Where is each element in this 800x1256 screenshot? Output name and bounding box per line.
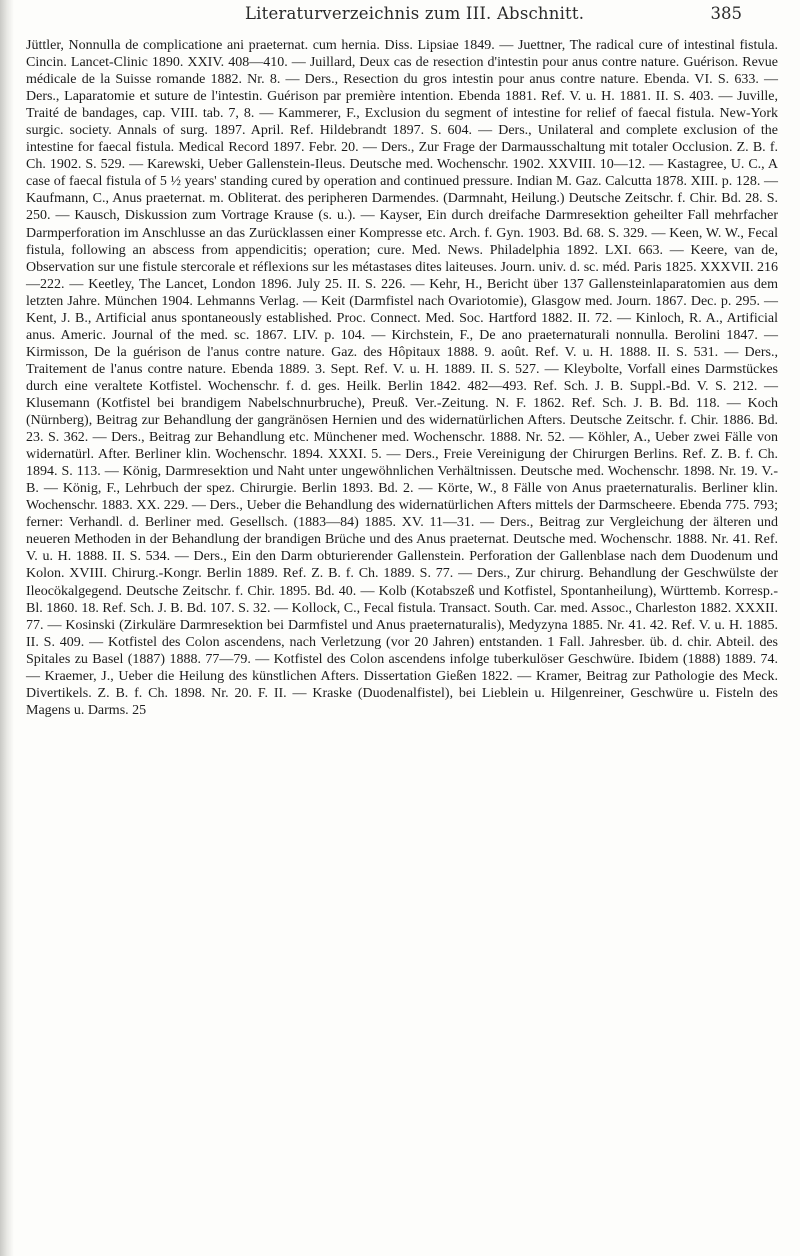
page-header xyxy=(0,2,760,32)
page-number: 385 xyxy=(710,4,742,23)
running-title: Literaturverzeichnis zum III. Abschnitt. xyxy=(245,4,585,23)
page-gutter-shadow xyxy=(0,0,14,1256)
bibliography-text: Jüttler, Nonnulla de complicatione ani praeternat. cum hernia. Diss. Lipsiae 1849. — Juettner, The radical cure of intestinal fistula. Cincin. Lancet-Clinic 1890. XXIV. 408—410. — Juillard, Deux cas de resection d'intestin pour anus contre nature. Guérison. Revue médicale de la Suisse romande 1882. Nr. 8. — Ders., Resection du gros intestin pour anus contre nature. Ebenda. VI. S. 633. — Ders., Laparatomie et suture de l'intestin. Guérison par première intention. Ebenda 1881. Ref. V. u. H. 1881. II. S. 403. — Juville, Traité de bandages, cap. VIII. tab. 7, 8. — Kammerer, F., Exclusion du segment of intestine for relief of faecal fistula. New-York surgic. society. Annals of surg. 1897. April. Ref. Hildebrandt 1897. S. 604. — Ders., Unilateral and complete exclusion of the intestine for faecal fistula. Medical Record 1897. Febr. 20. — Ders., Zur Frage der Darmausschaltung mit totaler Occlusion. Z. B. f. Ch. 1902. S. 529. — Karewski, Ueber Gallenstein-Ileus. Deutsche med. Wochenschr. 1902. XXVIII. 10—12. — Kastagree, U. C., A case of faecal fistula of 5 ½ years' standing cured by operation and continued pressure. Indian M. Gaz. Calcutta 1878. XIII. p. 128. — Kaufmann, C., Anus praeternat. m. Obliterat. des peripheren Darmendes. (Darmnaht, Heilung.) Deutsche Zeitschr. f. Chir. Bd. 28. S. 250. — Kausch, Diskussion zum Vortrage Krause (s. u.). — Kayser, Ein durch dreifache Darmresektion geheilter Fall mehrfacher Darmperforation im Anschlusse an das Zurücklassen einer Kompresse etc. Arch. f. Gyn. 1903. Bd. 68. S. 329. — Keen, W. W., Fecal fistula, following an abscess from appendicitis; operation; cure. Med. News. Philadelphia 1892. LXI. 663. — Keere, van de, Observation sur une fistule stercorale et réflexions sur les métastases dites laiteuses. Journ. univ. d. sc. méd. Paris 1825. XXXVII. 216—222. — Keetley, The Lancet, London 1896. July 25. II. S. 226. — Kehr, H., Bericht über 137 Gallensteinlaparatomien aus dem letzten Jahre. München 1904. Lehmanns Verlag. — Keit (Darmfistel nach Ovariotomie), Glasgow med. Journ. 1867. Dec. p. 295. — Kent, J. B., Artificial anus spontaneously established. Proc. Connect. Med. Soc. Hartford 1882. II. 72. — Kinloch, R. A., Artificial anus. Americ. Journal of the med. sc. 1867. LIV. p. 104. — Kirchstein, F., De ano praeternaturali nonnulla. Berolini 1847. — Kirmisson, De la guérison de l'anus contre nature. Gaz. des Hôpitaux 1888. 9. août. Ref. V. u. H. 1888. II. S. 531. — Ders., Traitement de l'anus contre nature. Ebenda 1889. 3. Sept. Ref. V. u. H. 1889. II. S. 527. — Kleybolte, Vorfall eines Darmstückes durch eine veraltete Kotfistel. Wochenschr. f. d. ges. Heilk. Berlin 1842. 482—493. Ref. Sch. J. B. Suppl.-Bd. V. S. 212. — Klusemann (Kotfistel bei brandigem Nabelschnurbruche), Preuß. Ver.-Zeitung. N. F. 1862. Ref. Sch. J. B. Bd. 118. — Koch (Nürnberg), Beitrag zur Behandlung der gangränösen Hernien und des widernatürlichen Afters. Deutsche Zeitschr. f. Chir. 1886. Bd. 23. S. 362. — Ders., Beitrag zur Behandlung etc. Münchener med. Wochenschr. 1888. Nr. 52. — Köhler, A., Ueber zwei Fälle von widernatürl. After. Berliner klin. Wochenschr. 1894. XXXI. 5. — Ders., Freie Vereinigung der Chirurgen Berlins. Ref. Z. B. f. Ch. 1894. S. 113. — König, Darmresektion und Naht unter ungewöhnlichen Verhältnissen. Deutsche med. Wochenschr. 1898. Nr. 19. V.-B. — König, F., Lehrbuch der spez. Chirurgie. Berlin 1893. Bd. 2. — Körte, W., 8 Fälle von Anus praeternaturalis. Berliner klin. Wochenschr. 1883. XX. 229. — Ders., Ueber die Behandlung des widernatürlichen Afters mittels der Darmscheere. Ebenda 775. 793; ferner: Verhandl. d. Berliner med. Gesellsch. (1883—84) 1885. XV. 11—31. — Ders., Beitrag zur Vergleichung der älteren und neueren Methoden in der Behandlung der brandigen Brüche und des Anus praeternat. Deutsche med. Wochenschr. 1888. Nr. 41. Ref. V. u. H. 1888. II. S. 534. — Ders., Ein den Darm obturierender Gallenstein. Perforation der Gallenblase nach dem Duodenum und Kolon. XVIII. Chirurg.-Kongr. Berlin 1889. Ref. Z. B. f. Ch. 1889. S. 77. — Ders., Zur chirurg. Behandlung der Geschwülste der Ileocökalgegend. Deutsche Zeitschr. f. Chir. 1895. Bd. 40. — Kolb (Kotabszeß und Kotfistel, Spontanheilung), Württemb. Korresp.-Bl. 1860. 18. Ref. Sch. J. B. Bd. 107. S. 32. — Kollock, C., Fecal fistula. Transact. South. Car. med. Assoc., Charleston 1882. XXXII. 77. — Kosinski (Zirkuläre Darmresektion bei Darmfistel und Anus praeternaturalis), Medyzyna 1885. Nr. 41. 42. Ref. V. u. H. 1885. II. S. 409. — Kotfistel des Colon ascendens, nach Verletzung (vor 20 Jahren) entstanden. 1 Fall. Jahresber. üb. d. chir. Abteil. des Spitales zu Basel (1887) 1888. 77—79. — Kotfistel des Colon ascendens infolge tuberkulöser Geschwüre. Ibidem (1888) 1889. 74. — Kraemer, J., Ueber die Heilung des künstlichen Afters. Dissertation Gießen 1822. — Kramer, Beitrag zur Pathologie des Meck. Divertikels. Z. B. f. Ch. 1898. Nr. 20. F. II. — Kraske (Duodenalfistel), bei Lieblein u. Hilgenreiner, Geschwüre u. Fisteln des Magens u. Darms. 25 xyxy=(26,38,778,718)
bibliography-body xyxy=(26,37,778,719)
